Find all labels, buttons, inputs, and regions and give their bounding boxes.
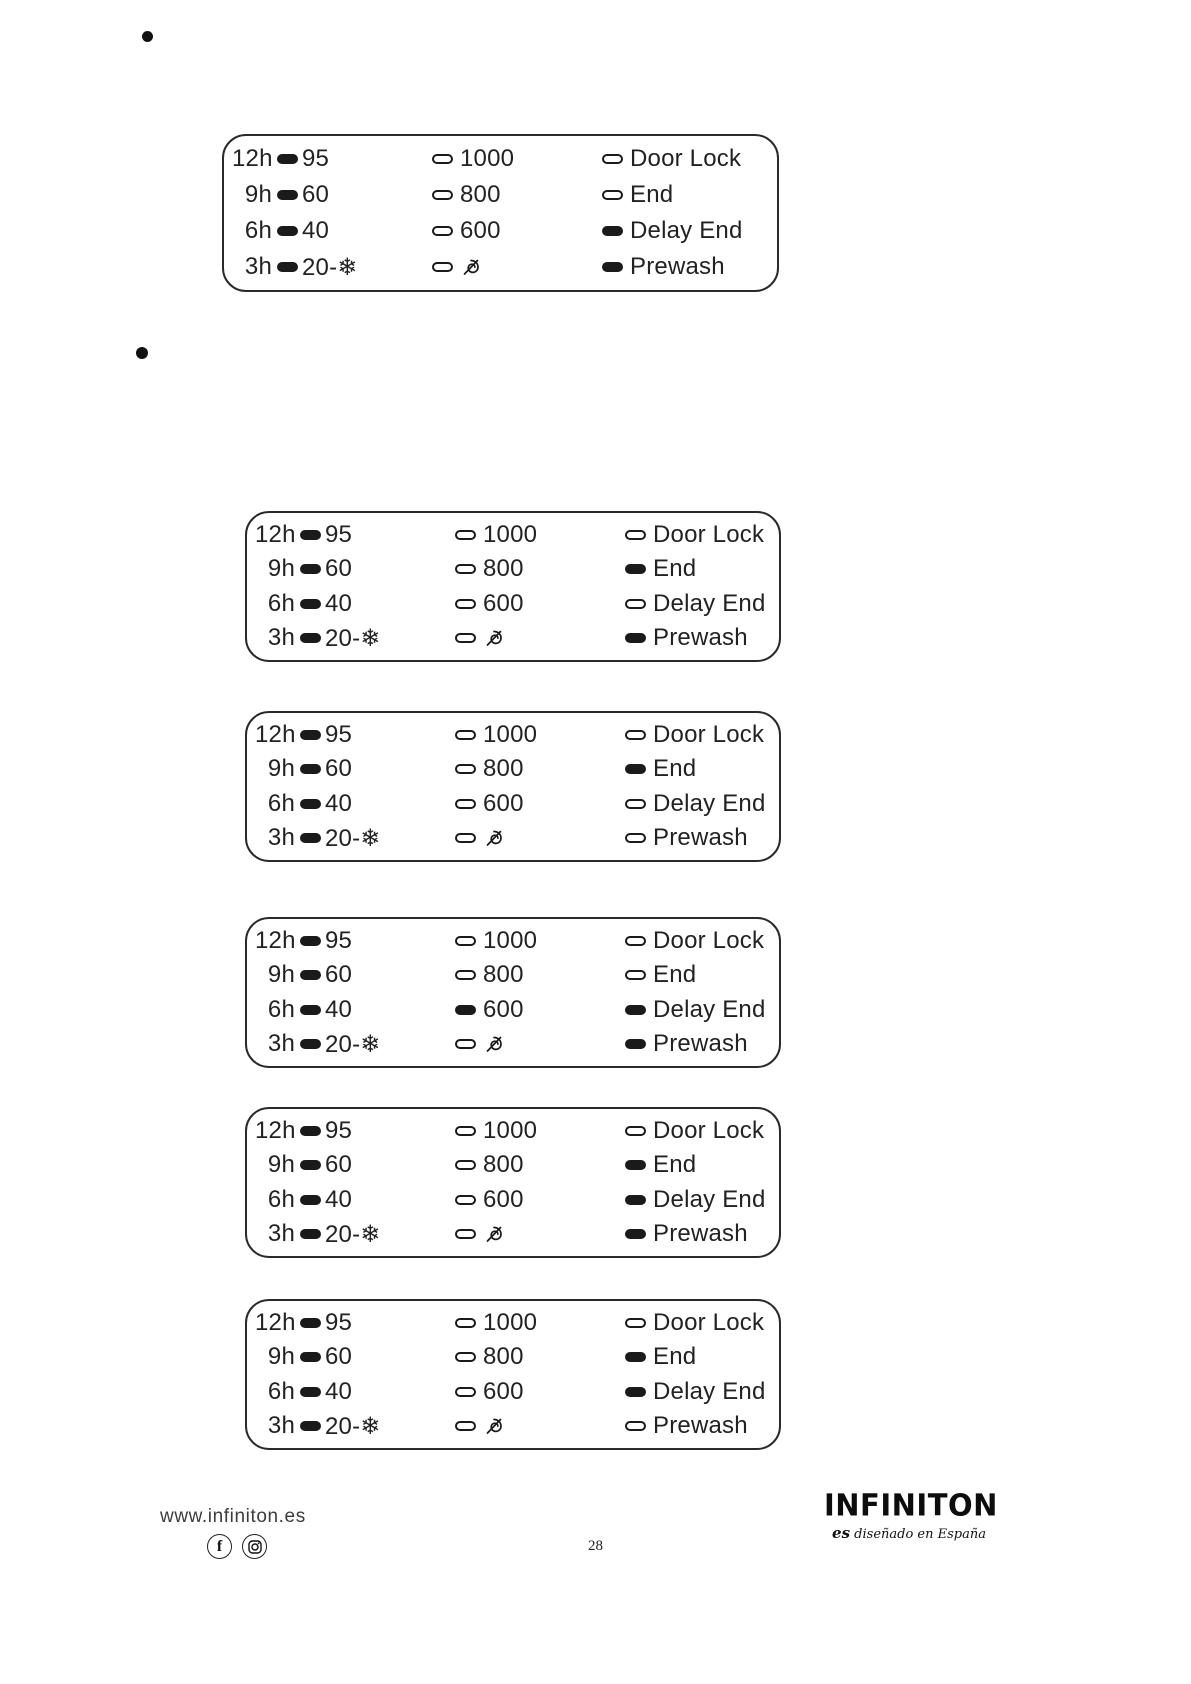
status-led-on xyxy=(625,633,646,643)
status-label: Prewash xyxy=(653,1030,748,1058)
temperature-label: 40 xyxy=(325,1377,353,1405)
temperature-label: 20-❄ xyxy=(325,824,381,852)
spin-speed-label: 600 xyxy=(483,1377,524,1405)
temperature-label: 95 xyxy=(325,1308,353,1336)
spin-led-off xyxy=(455,764,476,774)
time-label: 12h xyxy=(255,520,296,548)
status-led-off xyxy=(625,730,646,740)
list-bullet xyxy=(136,347,148,359)
time-label: 9h xyxy=(267,1151,295,1179)
time-led-on xyxy=(300,530,321,540)
spin-speed-label: 600 xyxy=(460,217,501,244)
time-led-on xyxy=(300,1160,321,1170)
status-label: Prewash xyxy=(653,824,748,852)
spin-led-off xyxy=(455,1160,476,1170)
time-label: 6h xyxy=(267,589,295,617)
display-row xyxy=(247,1183,779,1217)
display-row xyxy=(247,1217,779,1251)
spin-speed-label: 600 xyxy=(483,789,524,817)
spin-led-off xyxy=(455,1195,476,1205)
status-label: Delay End xyxy=(630,217,743,244)
temperature-label: 60 xyxy=(302,181,330,208)
temperature-label: 20-❄ xyxy=(325,1030,381,1058)
time-label: 3h xyxy=(267,1412,295,1440)
time-label: 6h xyxy=(267,789,295,817)
no-spin-icon xyxy=(483,827,617,849)
time-led-on xyxy=(300,633,321,643)
status-led-on xyxy=(625,1387,646,1397)
display-row xyxy=(247,1375,779,1409)
display-row xyxy=(247,821,779,855)
status-led-off xyxy=(602,190,623,200)
status-led-on xyxy=(625,564,646,574)
status-label: Delay End xyxy=(653,589,766,617)
status-label: End xyxy=(653,1151,697,1179)
time-label: 6h xyxy=(267,1185,295,1213)
temperature-label: 20-❄ xyxy=(302,253,358,281)
time-led-on xyxy=(300,1229,321,1239)
status-label: Delay End xyxy=(653,1377,766,1405)
spin-speed-label: 1000 xyxy=(483,720,538,748)
spin-speed-label: 800 xyxy=(460,181,501,208)
display-row xyxy=(247,1027,779,1061)
time-led-on xyxy=(300,564,321,574)
status-led-on xyxy=(625,1005,646,1015)
no-spin-icon xyxy=(483,1033,617,1055)
status-label: End xyxy=(630,181,674,208)
status-label: Prewash xyxy=(653,1220,748,1248)
temperature-label: 40 xyxy=(325,589,353,617)
display-row xyxy=(247,1409,779,1443)
status-led-on xyxy=(625,1195,646,1205)
display-row xyxy=(247,518,779,552)
time-label: 9h xyxy=(267,1343,295,1371)
time-led-on xyxy=(300,799,321,809)
status-led-on xyxy=(625,1229,646,1239)
display-row xyxy=(247,752,779,786)
spin-led-off xyxy=(455,1352,476,1362)
temperature-label: 40 xyxy=(302,217,330,244)
brand-tagline xyxy=(824,1524,994,1542)
display-panel-3 xyxy=(245,711,781,862)
temperature-label: 60 xyxy=(325,555,353,583)
status-led-on xyxy=(602,262,623,272)
no-spin-icon xyxy=(483,1223,617,1245)
spin-speed-label: 1000 xyxy=(483,1116,538,1144)
status-led-on xyxy=(625,764,646,774)
spin-led-off xyxy=(455,1126,476,1136)
spin-speed-label: 800 xyxy=(483,1343,524,1371)
display-row xyxy=(247,924,779,958)
time-label: 3h xyxy=(244,253,272,280)
status-led-on xyxy=(625,1039,646,1049)
brand-tagline-rest: diseñado en España xyxy=(850,1527,986,1542)
status-label: End xyxy=(653,1343,697,1371)
status-led-on xyxy=(602,226,623,236)
no-spin-icon xyxy=(483,627,617,649)
status-led-off xyxy=(625,1318,646,1328)
spin-led-off xyxy=(455,833,476,843)
spin-speed-label: 800 xyxy=(483,961,524,989)
display-row xyxy=(247,993,779,1027)
display-row xyxy=(247,1340,779,1374)
time-label: 6h xyxy=(267,1377,295,1405)
status-label: Door Lock xyxy=(653,1116,765,1144)
display-panel-4 xyxy=(245,917,781,1068)
temperature-label: 20-❄ xyxy=(325,1412,381,1440)
time-led-on xyxy=(300,1352,321,1362)
time-led-on xyxy=(300,1126,321,1136)
display-row xyxy=(247,1306,779,1340)
temperature-label: 40 xyxy=(325,995,353,1023)
status-label: End xyxy=(653,961,697,989)
spin-led-off xyxy=(455,970,476,980)
display-panel-5 xyxy=(245,1107,781,1258)
display-row xyxy=(247,621,779,655)
status-led-on xyxy=(625,1160,646,1170)
temperature-label: 60 xyxy=(325,755,353,783)
spin-speed-label: 600 xyxy=(483,1185,524,1213)
time-led-on xyxy=(300,833,321,843)
spin-led-off xyxy=(455,1421,476,1431)
status-label: Prewash xyxy=(653,1412,748,1440)
status-label: Prewash xyxy=(630,253,725,280)
display-row xyxy=(247,552,779,586)
status-label: Door Lock xyxy=(653,1308,765,1336)
spin-led-off xyxy=(455,1039,476,1049)
status-label: End xyxy=(653,555,697,583)
display-row xyxy=(224,178,777,212)
time-label: 12h xyxy=(255,1116,296,1144)
time-led-on xyxy=(300,1387,321,1397)
page-number: 28 xyxy=(588,1538,603,1554)
time-label: 12h xyxy=(255,1308,296,1336)
spin-led-off xyxy=(432,262,453,272)
display-row xyxy=(247,1114,779,1148)
temperature-label: 95 xyxy=(302,145,330,172)
status-led-off xyxy=(625,530,646,540)
display-panel-1 xyxy=(222,134,779,292)
spin-speed-label: 600 xyxy=(483,589,524,617)
spin-speed-label: 800 xyxy=(483,755,524,783)
spin-speed-label: 1000 xyxy=(483,1308,538,1336)
spin-speed-label: 600 xyxy=(483,995,524,1023)
website-url: www.infiniton.es xyxy=(160,1506,306,1527)
status-label: Door Lock xyxy=(630,145,742,172)
time-label: 9h xyxy=(267,961,295,989)
spin-led-off xyxy=(455,599,476,609)
display-row xyxy=(247,787,779,821)
spin-led-off xyxy=(432,154,453,164)
no-spin-icon xyxy=(483,1415,617,1437)
time-label: 3h xyxy=(267,1030,295,1058)
spin-led-off xyxy=(455,633,476,643)
brand-logo: INFINITON xyxy=(824,1487,998,1523)
status-led-off xyxy=(602,154,623,164)
spin-speed-label: 1000 xyxy=(483,520,538,548)
spin-led-off xyxy=(455,1387,476,1397)
temperature-label: 95 xyxy=(325,720,353,748)
temperature-label: 60 xyxy=(325,961,353,989)
time-label: 3h xyxy=(267,624,295,652)
spin-led-off xyxy=(455,1318,476,1328)
status-led-off xyxy=(625,936,646,946)
temperature-label: 40 xyxy=(325,1185,353,1213)
time-led-on xyxy=(300,936,321,946)
temperature-label: 40 xyxy=(325,789,353,817)
display-row xyxy=(247,958,779,992)
time-led-on xyxy=(277,226,298,236)
time-led-on xyxy=(300,1195,321,1205)
time-led-on xyxy=(300,1005,321,1015)
time-label: 6h xyxy=(267,995,295,1023)
spin-speed-label: 1000 xyxy=(483,926,538,954)
time-led-on xyxy=(300,970,321,980)
status-label: Delay End xyxy=(653,1185,766,1213)
spin-led-off xyxy=(432,226,453,236)
time-led-on xyxy=(300,764,321,774)
no-spin-icon xyxy=(460,256,594,278)
temperature-label: 20-❄ xyxy=(325,624,381,652)
status-label: Door Lock xyxy=(653,520,765,548)
spin-led-on xyxy=(455,1005,476,1015)
time-led-on xyxy=(277,154,298,164)
status-led-off xyxy=(625,1126,646,1136)
status-led-off xyxy=(625,799,646,809)
spin-led-off xyxy=(432,190,453,200)
temperature-label: 60 xyxy=(325,1151,353,1179)
list-bullet xyxy=(142,31,153,42)
display-panel-2 xyxy=(245,511,781,662)
time-label: 6h xyxy=(244,217,272,244)
time-led-on xyxy=(300,1318,321,1328)
status-label: Door Lock xyxy=(653,926,765,954)
time-label: 3h xyxy=(267,824,295,852)
time-led-on xyxy=(277,262,298,272)
time-label: 12h xyxy=(255,720,296,748)
status-label: Delay End xyxy=(653,995,766,1023)
temperature-label: 95 xyxy=(325,926,353,954)
spin-speed-label: 800 xyxy=(483,555,524,583)
display-row xyxy=(224,250,777,284)
spin-led-off xyxy=(455,530,476,540)
status-label: Prewash xyxy=(653,624,748,652)
spin-speed-label: 800 xyxy=(483,1151,524,1179)
temperature-label: 20-❄ xyxy=(325,1220,381,1248)
status-led-off xyxy=(625,970,646,980)
status-led-on xyxy=(625,1352,646,1362)
spin-led-off xyxy=(455,799,476,809)
time-label: 9h xyxy=(244,181,272,208)
time-label: 12h xyxy=(232,145,273,172)
status-led-off xyxy=(625,599,646,609)
temperature-label: 60 xyxy=(325,1343,353,1371)
spin-led-off xyxy=(455,936,476,946)
time-label: 9h xyxy=(267,755,295,783)
time-led-on xyxy=(300,730,321,740)
status-label: End xyxy=(653,755,697,783)
temperature-label: 95 xyxy=(325,1116,353,1144)
display-row xyxy=(247,1148,779,1182)
display-row xyxy=(247,718,779,752)
time-label: 9h xyxy=(267,555,295,583)
time-label: 3h xyxy=(267,1220,295,1248)
time-led-on xyxy=(300,1039,321,1049)
time-led-on xyxy=(300,599,321,609)
display-panel-6 xyxy=(245,1299,781,1450)
brand-tagline-prefix: es xyxy=(832,1524,851,1542)
temperature-label: 95 xyxy=(325,520,353,548)
time-led-on xyxy=(277,190,298,200)
display-row xyxy=(224,214,777,248)
status-led-off xyxy=(625,1421,646,1431)
spin-speed-label: 1000 xyxy=(460,145,515,172)
display-row xyxy=(247,587,779,621)
display-row xyxy=(224,142,777,176)
facebook-icon: f xyxy=(207,1534,232,1559)
spin-led-off xyxy=(455,564,476,574)
time-label: 12h xyxy=(255,926,296,954)
time-led-on xyxy=(300,1421,321,1431)
status-label: Delay End xyxy=(653,789,766,817)
spin-led-off xyxy=(455,1229,476,1239)
status-led-off xyxy=(625,833,646,843)
spin-led-off xyxy=(455,730,476,740)
status-label: Door Lock xyxy=(653,720,765,748)
